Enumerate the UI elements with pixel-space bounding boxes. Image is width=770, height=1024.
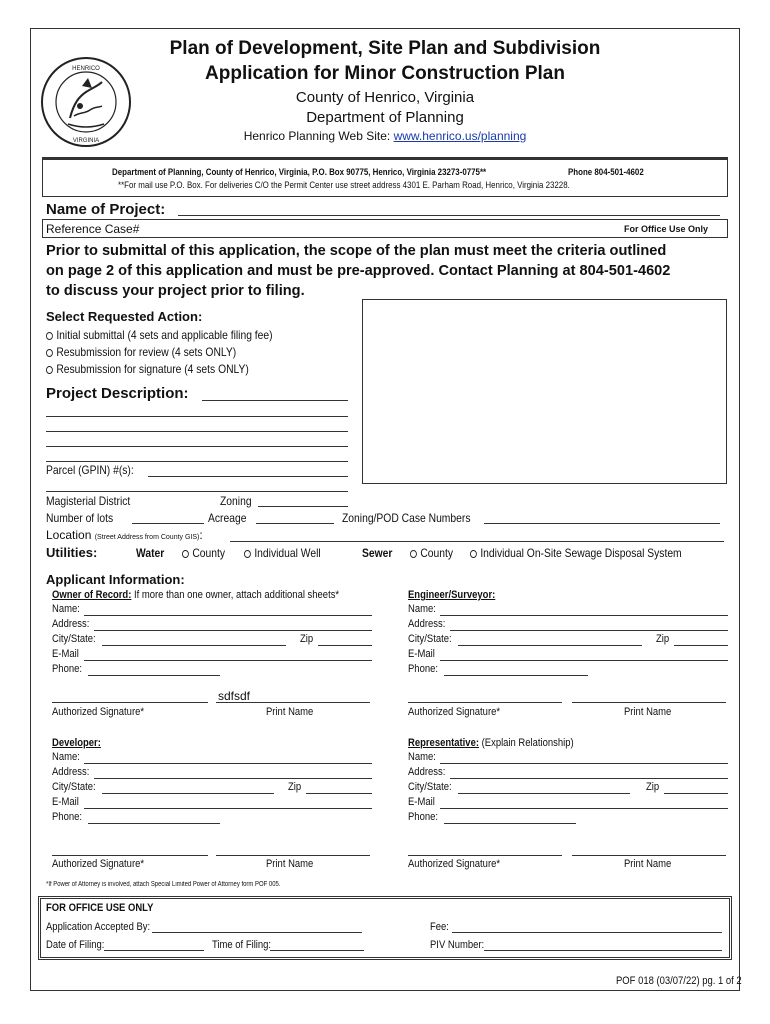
radio-icon bbox=[470, 550, 477, 558]
engineer-email-label: E-Mail bbox=[408, 648, 435, 660]
owner-print-name-value[interactable]: sdfsdf bbox=[218, 689, 251, 703]
engineer-print-name-field[interactable] bbox=[572, 702, 726, 703]
zoning-field[interactable] bbox=[258, 506, 348, 507]
water-label: Water bbox=[136, 546, 165, 560]
address-box bbox=[42, 157, 728, 197]
developer-print-name-label: Print Name bbox=[266, 858, 314, 870]
owner-phone-label: Phone: bbox=[52, 663, 82, 675]
owner-zip-label: Zip bbox=[300, 633, 314, 645]
engineer-address-label: Address: bbox=[408, 618, 446, 630]
representative-auth-sig-label: Authorized Signature* bbox=[408, 858, 501, 870]
owner-signature-field[interactable] bbox=[52, 702, 208, 703]
engineer-city-field[interactable] bbox=[458, 645, 642, 646]
developer-auth-sig-label: Authorized Signature* bbox=[52, 858, 145, 870]
developer-print-name-field[interactable] bbox=[216, 855, 370, 856]
poa-note: *If Power of Attorney is involved, attach Special Limited Power of Attorney form POF 005. bbox=[46, 881, 281, 888]
accepted-by-label: Application Accepted By: bbox=[46, 921, 151, 933]
project-name-field[interactable] bbox=[178, 215, 720, 216]
location-label: Location bbox=[46, 528, 92, 542]
description-line[interactable] bbox=[46, 446, 348, 447]
form-title-line1: Plan of Development, Site Plan and Subdivision bbox=[169, 38, 601, 59]
accepted-by-field[interactable] bbox=[152, 932, 362, 933]
radio-icon bbox=[244, 550, 251, 558]
developer-address-label: Address: bbox=[52, 766, 90, 778]
engineer-print-name-label: Print Name bbox=[624, 706, 672, 718]
representative-print-name-field[interactable] bbox=[572, 855, 726, 856]
representative-name-label: Name: bbox=[408, 751, 436, 763]
engineer-name-field[interactable] bbox=[440, 615, 728, 616]
representative-name-field[interactable] bbox=[440, 763, 728, 764]
notice-line1: Prior to submittal of this application, the scope of the plan must meet the criteria outlined bbox=[46, 243, 667, 259]
project-description-heading: Project Description: bbox=[46, 385, 189, 402]
developer-name-field[interactable] bbox=[84, 763, 372, 764]
svg-text:VIRGINIA: VIRGINIA bbox=[72, 138, 100, 144]
county-name: County of Henrico, Virginia bbox=[295, 89, 475, 106]
owner-auth-sig-label: Authorized Signature* bbox=[52, 706, 145, 718]
owner-print-name-label: Print Name bbox=[266, 706, 314, 718]
representative-city-field[interactable] bbox=[458, 793, 630, 794]
water-county-option[interactable]: County bbox=[182, 546, 225, 560]
representative-address-field[interactable] bbox=[450, 778, 728, 779]
developer-signature-field[interactable] bbox=[52, 855, 208, 856]
developer-zip-field[interactable] bbox=[306, 793, 372, 794]
representative-city-label: City/State: bbox=[408, 781, 452, 793]
engineer-auth-sig-label: Authorized Signature* bbox=[408, 706, 501, 718]
time-filing-label: Time of Filing: bbox=[212, 939, 272, 951]
owner-city-label: City/State: bbox=[52, 633, 96, 645]
engineer-phone-field[interactable] bbox=[444, 675, 588, 676]
address-line1: Department of Planning, County of Henrico, Virginia, P.O. Box 90775, Henrico, Virginia 23273-0775** bbox=[112, 167, 487, 177]
owner-print-name-field[interactable] bbox=[216, 702, 370, 703]
engineer-signature-field[interactable] bbox=[408, 702, 562, 703]
fee-field[interactable] bbox=[452, 932, 722, 933]
developer-zip-label: Zip bbox=[288, 781, 302, 793]
action-option-resubmit-review[interactable]: Resubmission for review (4 sets ONLY) bbox=[46, 345, 236, 359]
website-label: Henrico Planning Web Site: bbox=[243, 129, 391, 143]
radio-icon bbox=[46, 366, 53, 374]
description-line[interactable] bbox=[46, 461, 348, 462]
owner-city-field[interactable] bbox=[102, 645, 286, 646]
owner-name-field[interactable] bbox=[84, 615, 372, 616]
owner-name-label: Name: bbox=[52, 603, 80, 615]
sewer-county-option[interactable]: County bbox=[410, 546, 453, 560]
engineer-heading: Engineer/Surveyor: bbox=[408, 589, 496, 601]
date-filing-field[interactable] bbox=[104, 950, 204, 951]
piv-field[interactable] bbox=[484, 950, 722, 951]
engineer-zip-field[interactable] bbox=[674, 645, 728, 646]
sewer-label: Sewer bbox=[362, 546, 393, 560]
office-use-label: For Office Use Only bbox=[624, 224, 709, 234]
notice-line3: to discuss your project prior to filing. bbox=[46, 283, 305, 299]
engineer-email-field[interactable] bbox=[440, 660, 728, 661]
developer-phone-field[interactable] bbox=[88, 823, 220, 824]
applicant-heading: Applicant Information: bbox=[46, 572, 185, 587]
representative-signature-field[interactable] bbox=[408, 855, 562, 856]
fee-label: Fee: bbox=[430, 921, 449, 933]
engineer-phone-label: Phone: bbox=[408, 663, 438, 675]
engineer-zip-label: Zip bbox=[656, 633, 670, 645]
location-note: (Street Address from County GIS) bbox=[94, 534, 200, 541]
time-filing-field[interactable] bbox=[270, 950, 364, 951]
address-line2: **For mail use P.O. Box. For deliveries C/O the Permit Center use street address 4301 E. Parham Road, Henrico, Virginia 23228. bbox=[118, 180, 570, 190]
magisterial-label: Magisterial District bbox=[46, 494, 131, 508]
representative-zip-field[interactable] bbox=[664, 793, 728, 794]
svg-text:HENRICO: HENRICO bbox=[72, 66, 100, 72]
zoning-label: Zoning bbox=[220, 494, 252, 508]
owner-email-label: E-Mail bbox=[52, 648, 79, 660]
owner-heading-row: Owner of Record: If more than one owner, attach additional sheets* bbox=[52, 589, 340, 601]
lots-field[interactable] bbox=[132, 523, 204, 524]
engineer-city-label: City/State: bbox=[408, 633, 452, 645]
engineer-name-label: Name: bbox=[408, 603, 436, 615]
owner-email-field[interactable] bbox=[84, 660, 372, 661]
sewer-onsite-option[interactable]: Individual On-Site Sewage Disposal System bbox=[470, 546, 682, 560]
owner-zip-field[interactable] bbox=[318, 645, 372, 646]
representative-email-field[interactable] bbox=[440, 808, 728, 809]
description-line[interactable] bbox=[46, 431, 348, 432]
form-id: POF 018 (03/07/22) pg. 1 of 2 bbox=[616, 975, 742, 987]
radio-icon bbox=[182, 550, 189, 558]
office-stamp-box bbox=[362, 299, 727, 484]
website-link[interactable]: www.henrico.us/planning bbox=[393, 129, 527, 143]
piv-label: PIV Number: bbox=[430, 939, 485, 951]
parcel-field-2[interactable] bbox=[46, 491, 348, 492]
representative-zip-label: Zip bbox=[646, 781, 660, 793]
representative-email-label: E-Mail bbox=[408, 796, 435, 808]
zoning-pod-field[interactable] bbox=[484, 523, 720, 524]
description-line[interactable] bbox=[202, 400, 348, 401]
utilities-label: Utilities: bbox=[46, 545, 98, 560]
office-use-heading: FOR OFFICE USE ONLY bbox=[46, 902, 154, 914]
representative-phone-field[interactable] bbox=[444, 823, 576, 824]
location-field[interactable] bbox=[230, 541, 724, 542]
lots-label: Number of lots bbox=[46, 511, 114, 525]
zoning-pod-label: Zoning/POD Case Numbers bbox=[342, 511, 471, 525]
developer-address-field[interactable] bbox=[94, 778, 372, 779]
parcel-field[interactable] bbox=[148, 476, 348, 477]
developer-name-label: Name: bbox=[52, 751, 80, 763]
action-option-resubmit-signature[interactable]: Resubmission for signature (4 sets ONLY) bbox=[46, 362, 249, 376]
developer-heading: Developer: bbox=[52, 737, 101, 749]
representative-print-name-label: Print Name bbox=[624, 858, 672, 870]
action-option-initial[interactable]: Initial submittal (4 sets and applicable filing fee) bbox=[46, 328, 273, 342]
location-row: Location (Street Address from County GIS): bbox=[46, 528, 203, 542]
radio-icon bbox=[46, 332, 53, 340]
representative-phone-label: Phone: bbox=[408, 811, 438, 823]
developer-city-label: City/State: bbox=[52, 781, 96, 793]
radio-icon bbox=[46, 349, 53, 357]
representative-heading-row: Representative: (Explain Relationship) bbox=[408, 737, 574, 749]
reference-case-label: Reference Case# bbox=[46, 222, 140, 236]
notice-line2: on page 2 of this application and must be pre-approved. Contact Planning at 804-501-4602 bbox=[46, 263, 671, 279]
description-line[interactable] bbox=[46, 416, 348, 417]
website-row bbox=[0, 129, 770, 143]
requested-action-heading: Select Requested Action: bbox=[46, 309, 203, 324]
developer-city-field[interactable] bbox=[102, 793, 274, 794]
acreage-field[interactable] bbox=[256, 523, 334, 524]
date-filing-label: Date of Filing: bbox=[46, 939, 105, 951]
acreage-label: Acreage bbox=[208, 511, 247, 525]
owner-phone-field[interactable] bbox=[88, 675, 220, 676]
radio-icon bbox=[410, 550, 417, 558]
project-name-label: Name of Project: bbox=[46, 201, 166, 218]
developer-email-field[interactable] bbox=[84, 808, 372, 809]
representative-address-label: Address: bbox=[408, 766, 446, 778]
engineer-address-field[interactable] bbox=[450, 630, 728, 631]
developer-email-label: E-Mail bbox=[52, 796, 79, 808]
parcel-label: Parcel (GPIN) #(s): bbox=[46, 463, 134, 477]
owner-address-field[interactable] bbox=[94, 630, 372, 631]
department-name: Department of Planning bbox=[306, 109, 464, 126]
form-title-line2: Application for Minor Construction Plan bbox=[205, 63, 565, 84]
developer-phone-label: Phone: bbox=[52, 811, 82, 823]
address-phone: Phone 804-501-4602 bbox=[568, 167, 644, 177]
owner-address-label: Address: bbox=[52, 618, 90, 630]
water-well-option[interactable]: Individual Well bbox=[244, 546, 321, 560]
